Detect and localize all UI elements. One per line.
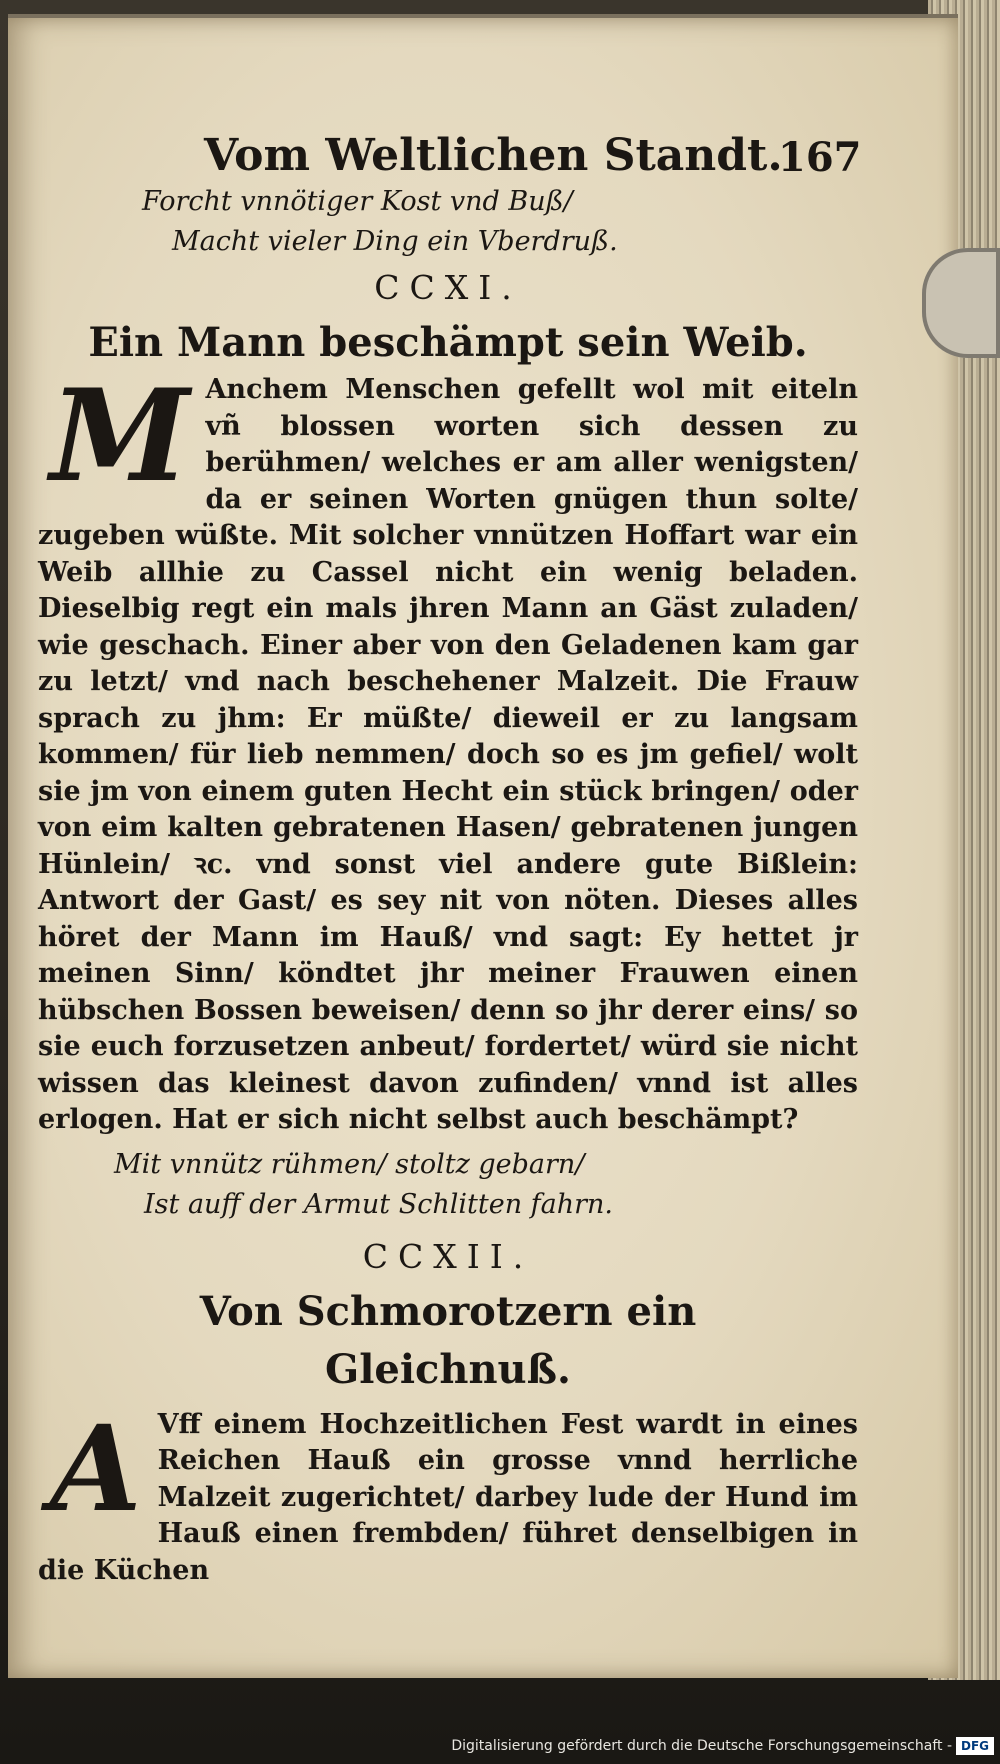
section-body [38, 1398, 858, 1590]
funding-credit: Digitalisierung gefördert durch die Deutsche Forschungsgemeinschaft - [451, 1738, 952, 1754]
drop-cap: A [50, 1398, 142, 1538]
motto-line: Ist auff der Armut Schlitten fahrn. [144, 1188, 614, 1220]
motto-block [38, 1145, 858, 1225]
page-header [38, 118, 862, 182]
section-numeral: CCXII. [362, 1236, 534, 1276]
page-number: 167 [778, 134, 862, 181]
footer-bar [0, 1730, 1000, 1764]
motto-line: Forcht vnnötiger Kost vnd Buß/ [142, 186, 573, 217]
body-text: Anchem Menschen gefellt wol mit eiteln vñ blossen worten sich dessen zu berühmen/ welches er am aller wenigsten/ da er seinen Worten gnügen thun solte/ zugeben wüßte. Mit solcher vnnützen Hoffart war ein Weib allhie zu Cassel nicht ein wenig beladen. Dieselbig regt ein mals jhren Mann an Gäst zuladen/ wie geschach. Einer aber von den Geladenen kam gar zu letzt/ vnd nach beschehener Malzeit. Die Frauw sprach zu jhm: Er müßte/ dieweil er zu langsam kommen/ für lieb nemmen/ doch so es jm gefiel/ wolt sie jm von einem guten Hecht ein stück bringen/ oder von eim kalten gebratenen Hasen/ gebratenen jungen Hünlein/ ꝛc. vnd sonst viel andere gute Bißlein: Antwort der Gast/ es sey nit von nöten. Dieses alles höret der Mann im Hauß/ vnd sagt: Ey hettet jr meinen Sinn/ köndtet jhr meiner Frauwen einen hübschen Bossen beweisen/ denn so jhr derer eins/ so sie euch forzusetzen anbeut/ fordertet/ würd sie nicht wissen das kleinest davon zufinden/ vnnd ist alles erlogen. Hat er sich nicht selbst auch beschämpt? [38, 374, 858, 1135]
section-title: Von Schmorotzern ein Gleichnuß. [199, 1287, 697, 1393]
motto-line: Macht vieler Ding ein Vberdruß. [172, 226, 618, 257]
running-head: Vom Weltlichen Standt. [204, 130, 783, 181]
book-page [8, 14, 958, 1678]
drop-cap: M [50, 362, 190, 510]
dfg-logo: DFG [956, 1737, 994, 1755]
section-body [38, 362, 858, 1139]
motto-block [38, 182, 858, 262]
page-clip [922, 248, 1000, 358]
section-title: Ein Mann beschämpt sein Weib. [88, 319, 808, 366]
section-numeral: CCXI. [374, 268, 522, 307]
motto-line: Mit vnnütz rühmen/ stoltz gebarn/ [114, 1148, 585, 1180]
body-text: Vff einem Hochzeitlichen Fest wardt in eines Reichen Hauß ein grosse vnnd herrliche Malzeit zugerichtet/ darbey lude der Hund im Hauß einen frembden/ führet denselbigen in die Küchen [38, 1408, 858, 1586]
text-column [38, 118, 862, 1589]
